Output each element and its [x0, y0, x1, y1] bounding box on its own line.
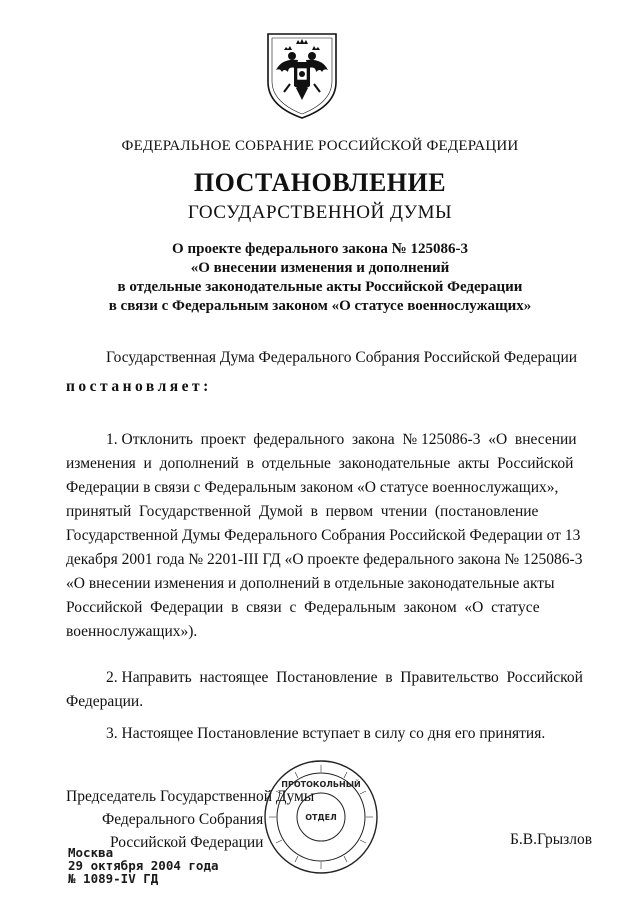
organization-name: ФЕДЕРАЛЬНОЕ СОБРАНИЕ РОССИЙСКОЙ ФЕДЕРАЦИИ: [121, 138, 519, 154]
item-1-paragraph: [66, 428, 594, 644]
item-line: Федерации.: [66, 693, 144, 710]
place-and-date: [68, 846, 219, 885]
item-line: принятый Государственной Думой в первом чтении (постановление: [66, 503, 539, 520]
signature-block: [66, 785, 314, 854]
document-number: № 1089-IV ГД: [68, 871, 159, 886]
intro-paragraph: Государственная Дума Федерального Собрания Российской Федерации: [106, 349, 578, 366]
decree-word: постановляет:: [66, 378, 212, 395]
item-line: Государственной Думы Федерального Собрания Российской Федерации от 13: [66, 527, 581, 544]
signatory-name: Б.В.Грызлов: [510, 831, 593, 848]
city: Москва: [68, 845, 114, 860]
item-line: Федерации в связи с Федеральным законом «О статусе военнослужащих»,: [66, 479, 559, 496]
item-line: военнослужащих»).: [66, 623, 198, 640]
signature-line: Председатель Государственной Думы: [66, 788, 315, 805]
resolution-heading: [0, 240, 640, 316]
item-line: изменения и дополнений в отдельные законодательные акты Российской: [66, 455, 574, 472]
item-line: 3. Настоящее Постановление вступает в силу со дня его принятия.: [106, 725, 546, 742]
document-subtitle: ГОСУДАРСТВЕННОЙ ДУМЫ: [187, 202, 453, 223]
heading-line: в отдельные законодательные акты Российской Федерации: [117, 279, 523, 295]
item-line: «О внесении изменения и дополнений в отдельные законодательные акты: [66, 575, 555, 592]
double-headed-eagle-emblem-icon: [262, 30, 342, 120]
item-3-paragraph: [66, 722, 594, 746]
date: 29 октября 2004 года: [68, 858, 219, 873]
signature-line: Российской Федерации: [110, 834, 264, 851]
stamp-center-top: ПРОТОКОЛЬНЫЙ: [281, 780, 361, 789]
document-title: ПОСТАНОВЛЕНИЕ: [193, 168, 447, 197]
item-line: Российской Федерации в связи с Федеральным законом «О статусе: [66, 599, 540, 616]
item-line: 2. Направить настоящее Постановление в Правительство Российской: [106, 669, 583, 686]
stamp-center: ОТДЕЛ: [305, 813, 337, 822]
heading-line: О проекте федерального закона № 125086-3: [172, 241, 468, 257]
signature-line: Федерального Собрания: [102, 811, 264, 828]
heading-line: «О внесении изменения и дополнений: [190, 260, 450, 276]
item-line: декабря 2001 года № 2201-III ГД «О проекте федерального закона № 125086-3: [66, 551, 583, 568]
item-2-paragraph: [66, 666, 594, 714]
item-line: 1. Отклонить проект федерального закона № 125086-3 «О внесении: [106, 431, 577, 448]
heading-line: в связи с Федеральным законом «О статусе военнослужащих»: [108, 298, 532, 314]
